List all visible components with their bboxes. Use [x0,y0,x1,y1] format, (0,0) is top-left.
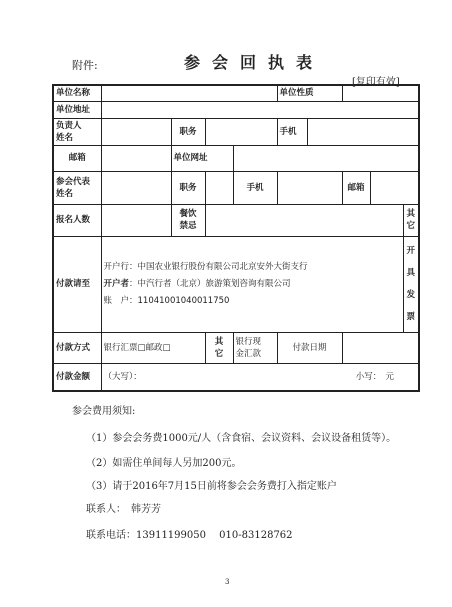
mobile-field[interactable] [307,118,419,145]
other-payment-label: 其 它 [205,332,233,363]
amount-capital-label: （大写）： [103,371,142,382]
postcode-field[interactable] [101,145,171,171]
delegate-label: 参会代表 姓名 [53,171,101,204]
fee-notes-heading: 参会费用须知: [72,406,136,417]
fee-note-1: （1）参会会务费1000元/人（含食宿、会议资料、会议设备租赁等）。 [86,433,397,444]
payment-to-label: 付款请至 [53,236,101,332]
bank-info [101,236,403,332]
delegate-postcode-label: 邮箱 [342,171,370,204]
account-number: 账 户：11041001040011750 [103,295,230,306]
registrants-field[interactable] [101,204,171,236]
postcode-label: 邮箱 [53,145,101,171]
payment-date-field[interactable] [342,332,419,363]
account-name-label: 开户者 [103,278,130,289]
position-label: 职务 [171,118,205,145]
payment-amount-field[interactable] [101,363,419,391]
unit-nature-label: 单位性质 [277,85,342,101]
page-number: 3 [225,578,230,586]
receipt-form [52,84,420,392]
delegate-mobile-label: 手机 [233,171,277,204]
bank-line: 开户行：中国农业银行股份有限公司北京安外大街支行 [103,261,308,272]
amount-lowercase-label: 小写： 元 [355,371,395,382]
page-title: 参会回执表 [184,53,325,72]
unit-nature-field[interactable] [342,85,419,101]
payment-amount-label: 付款金额 [53,363,101,391]
registrants-label: 报名人数 [53,204,101,236]
unit-address-field[interactable] [101,101,419,118]
person-in-charge-field[interactable] [101,118,171,145]
fee-note-3: （3）请于2016年7月15日前将参会会务费打入指定账户 [86,481,337,492]
unit-name-label: 单位名称 [53,85,101,101]
person-in-charge-label: 负责人 姓名 [53,118,101,145]
delegate-field[interactable] [101,171,171,204]
delegate-postcode-field[interactable] [370,171,419,204]
account-name-value: ：中汽行者（北京）旅游策划咨询有限公司 [129,278,291,289]
meal-taboo-field[interactable] [205,204,403,236]
meal-taboo-label: 餐饮 禁忌 [171,204,205,236]
mobile-label: 手机 [277,118,307,145]
delegate-position-field[interactable] [205,171,233,204]
unit-name-field[interactable] [101,85,277,101]
account-name-line [104,276,401,293]
delegate-position-label: 职务 [171,171,205,204]
unit-website-field[interactable] [233,145,419,171]
payment-options[interactable]: 银行汇票□邮政□ [101,332,205,363]
bank-cash-remittance-label: 银行现 金汇款 [233,332,277,363]
unit-website-label: 单位网址 [171,145,233,171]
payment-method-label: 付款方式 [53,332,101,363]
copy-note: [复印有效] [352,77,400,88]
contact-person: 联系人： 韩芳芳 [86,504,161,515]
other-label: 其 它 [403,204,419,236]
attachment-label: 附件: [72,59,98,72]
payment-date-label: 付款日期 [277,332,342,363]
contact-phone: 联系电话：13911199050 010-83128762 [86,530,293,541]
unit-address-label: 单位地址 [53,101,101,118]
fee-note-2: （2）如需住单间每人另加200元。 [86,458,242,469]
delegate-mobile-field[interactable] [277,171,342,204]
position-field[interactable] [205,118,277,145]
invoice-label: 开 具 发 票 [403,236,419,332]
